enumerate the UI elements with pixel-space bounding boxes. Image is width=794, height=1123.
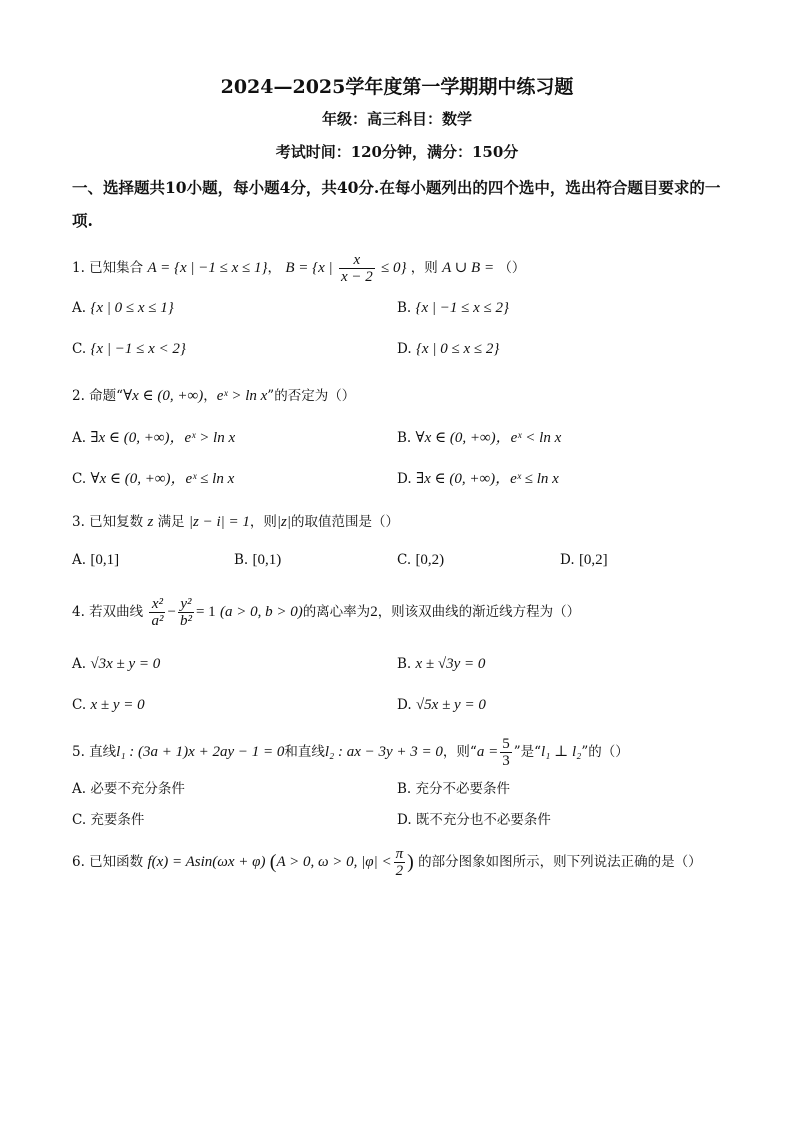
option-math: {x | 0 ≤ x ≤ 1} xyxy=(90,300,174,316)
frac-num: π xyxy=(395,846,404,862)
q1-prefix: 1. 已知集合 xyxy=(72,260,144,276)
q3-option-a[interactable] xyxy=(72,552,119,569)
q6-suffix: 的部分图象如图所示，则下列说法正确的是（） xyxy=(418,854,702,870)
q1-option-c[interactable] xyxy=(72,341,186,358)
q1-set-b-fraction xyxy=(339,252,375,285)
q3-z: z xyxy=(147,514,154,530)
q1-then: ，则 xyxy=(410,260,438,276)
q2-option-a[interactable] xyxy=(72,426,235,447)
option-math: [0,1) xyxy=(252,552,282,568)
option-letter: A. xyxy=(72,300,87,316)
exam-info: 考试时间：120分钟，满分：150分 xyxy=(275,143,519,161)
option-letter: B. xyxy=(397,430,412,446)
q5-prefix: 5. 直线 xyxy=(72,744,117,760)
q3-option-b[interactable] xyxy=(234,552,281,569)
q5-a-eq: a = xyxy=(476,744,499,760)
grade-subject: 年级：高三科目：数学 xyxy=(321,110,472,128)
option-letter: D. xyxy=(397,471,412,487)
q2-math-domain: ∀x ∈ (0, +∞) xyxy=(123,388,204,404)
q1-frac-den: x − 2 xyxy=(340,269,373,285)
question-1 xyxy=(72,252,525,285)
q4-condition: (a > 0, b > 0) xyxy=(219,604,303,620)
q1-set-b-lead: B = {x | xyxy=(285,260,333,276)
q3-option-d[interactable] xyxy=(560,552,608,569)
option-letter: B. xyxy=(234,552,249,568)
option-math: x ± y = 0 xyxy=(90,697,145,713)
option-math: {x | 0 ≤ x ≤ 2} xyxy=(415,341,500,357)
frac-den: 3 xyxy=(502,753,510,769)
exam-title: 2024—2025学年度第一学期期中练习题 xyxy=(220,76,574,98)
q6-fraction xyxy=(394,846,406,879)
question-6 xyxy=(72,846,702,879)
question-3 xyxy=(72,510,399,531)
frac-den: 2 xyxy=(395,863,404,879)
question-5 xyxy=(72,736,629,769)
q5-mid2: ，则“ xyxy=(442,744,477,760)
q5-option-b[interactable]: B. 充分不必要条件 xyxy=(397,781,511,797)
question-4 xyxy=(72,596,580,629)
option-letter: C. xyxy=(72,697,87,713)
q1-option-d[interactable] xyxy=(397,341,499,358)
q2-suffix: ”的否定为（） xyxy=(267,388,356,404)
option-math: ∃x ∈ (0, +∞)，eˣ ≤ ln x xyxy=(415,471,559,487)
q4-option-a[interactable] xyxy=(72,656,160,673)
option-math: [0,2) xyxy=(415,552,445,568)
option-letter: A. xyxy=(72,656,87,672)
q2-comma: ， xyxy=(203,388,217,404)
q4-option-b[interactable] xyxy=(397,656,485,673)
option-letter: D. xyxy=(397,697,412,713)
option-letter: C. xyxy=(397,552,412,568)
q4-eq: = 1 xyxy=(195,604,216,620)
option-math: ∀x ∈ (0, +∞)，eˣ < ln x xyxy=(415,430,562,446)
q2-option-c[interactable] xyxy=(72,467,234,488)
q1-option-a[interactable] xyxy=(72,300,174,317)
option-math: x ± √3y = 0 xyxy=(415,656,486,672)
q1-frac-num: x xyxy=(339,252,375,269)
q4-minus: − xyxy=(167,604,176,620)
option-math: ∃x ∈ (0, +∞)，eˣ > ln x xyxy=(90,430,236,446)
q1-expr: A ∪ B = xyxy=(442,260,495,276)
option-letter: C. xyxy=(72,471,87,487)
q5-option-c[interactable]: C. 充要条件 xyxy=(72,812,145,828)
q6-left-paren: ( xyxy=(269,851,277,873)
q2-option-b[interactable] xyxy=(397,426,561,447)
option-math: [0,1] xyxy=(90,552,120,568)
q3-mid: 满足 xyxy=(157,514,185,530)
q3-condition: |z − i| = 1 xyxy=(188,514,250,530)
q4-suffix: ，则该双曲线的渐近线方程为（） xyxy=(377,604,581,620)
option-letter: A. xyxy=(72,552,87,568)
frac-den: b² xyxy=(179,613,192,629)
q3-mid2: ，则 xyxy=(249,514,277,530)
q2-math-ineq: eˣ > ln x xyxy=(216,388,268,404)
q3-suffix: 的取值范围是（） xyxy=(291,514,399,530)
q4-eccentricity: 2 xyxy=(370,604,378,620)
q4-fraction-y xyxy=(178,596,194,629)
q5-option-a[interactable]: A. 必要不充分条件 xyxy=(72,781,185,797)
q6-right-paren: ) xyxy=(407,851,414,873)
option-math: {x | −1 ≤ x < 2} xyxy=(90,341,186,357)
q5-line-1: l₁ : (3a + 1)x + 2ay − 1 = 0 xyxy=(116,744,285,760)
q1-set-a: A = {x | −1 ≤ x ≤ 1} xyxy=(147,260,268,276)
q5-option-d[interactable]: D. 既不充分也不必要条件 xyxy=(397,812,551,828)
q4-mid: 的离心率为 xyxy=(302,604,371,620)
option-letter: B. xyxy=(397,656,412,672)
option-math: {x | −1 ≤ x ≤ 2} xyxy=(415,300,510,316)
q6-prefix: 6. 已知函数 xyxy=(72,854,144,870)
option-letter: D. xyxy=(397,341,412,357)
q5-perp: l₁ ⊥ l₂ xyxy=(541,744,582,760)
q1-option-b[interactable] xyxy=(397,300,509,317)
q1-set-b-tail: ≤ 0} xyxy=(381,260,407,276)
q5-suffix: ”的（） xyxy=(581,744,629,760)
question-2 xyxy=(72,384,355,405)
frac-num: 5 xyxy=(502,736,510,752)
q3-abs-z: |z| xyxy=(276,514,291,530)
q6-condition: A > 0, ω > 0, |φ| < xyxy=(276,854,392,870)
option-math: √3x ± y = 0 xyxy=(90,656,161,672)
q4-option-d[interactable] xyxy=(397,697,486,714)
option-letter: C. xyxy=(72,341,87,357)
q5-fraction xyxy=(500,736,512,769)
q2-option-d[interactable] xyxy=(397,467,559,488)
frac-den: a² xyxy=(151,613,164,629)
section-intro: 一、选择题共10小题，每小题4分，共40分.在每小题列出的四个选中，选出符合题目要求的一项. xyxy=(72,178,721,230)
option-letter: B. xyxy=(397,300,412,316)
option-math: √5x ± y = 0 xyxy=(415,697,486,713)
q2-prefix: 2. 命题“ xyxy=(72,388,124,404)
q5-line-2: l₂ : ax − 3y + 3 = 0 xyxy=(324,744,443,760)
q5-mid: 和直线 xyxy=(284,744,325,760)
option-math: ∀x ∈ (0, +∞)，eˣ ≤ ln x xyxy=(90,471,235,487)
option-letter: D. xyxy=(560,552,575,568)
q1-comma: ， xyxy=(267,260,282,276)
q6-function: f(x) = Asin(ωx + φ) xyxy=(147,854,266,870)
q1-paren: （） xyxy=(498,260,526,276)
q3-option-c[interactable] xyxy=(397,552,444,569)
q3-prefix: 3. 已知复数 xyxy=(72,514,144,530)
q4-prefix: 4. 若双曲线 xyxy=(72,604,144,620)
q4-fraction-x xyxy=(149,596,165,629)
option-math: [0,2] xyxy=(578,552,608,568)
frac-num: x² xyxy=(149,596,165,613)
q5-mid3: ”是“ xyxy=(513,744,541,760)
option-letter: A. xyxy=(72,430,87,446)
q4-option-c[interactable] xyxy=(72,697,145,714)
frac-num: y² xyxy=(178,596,194,613)
